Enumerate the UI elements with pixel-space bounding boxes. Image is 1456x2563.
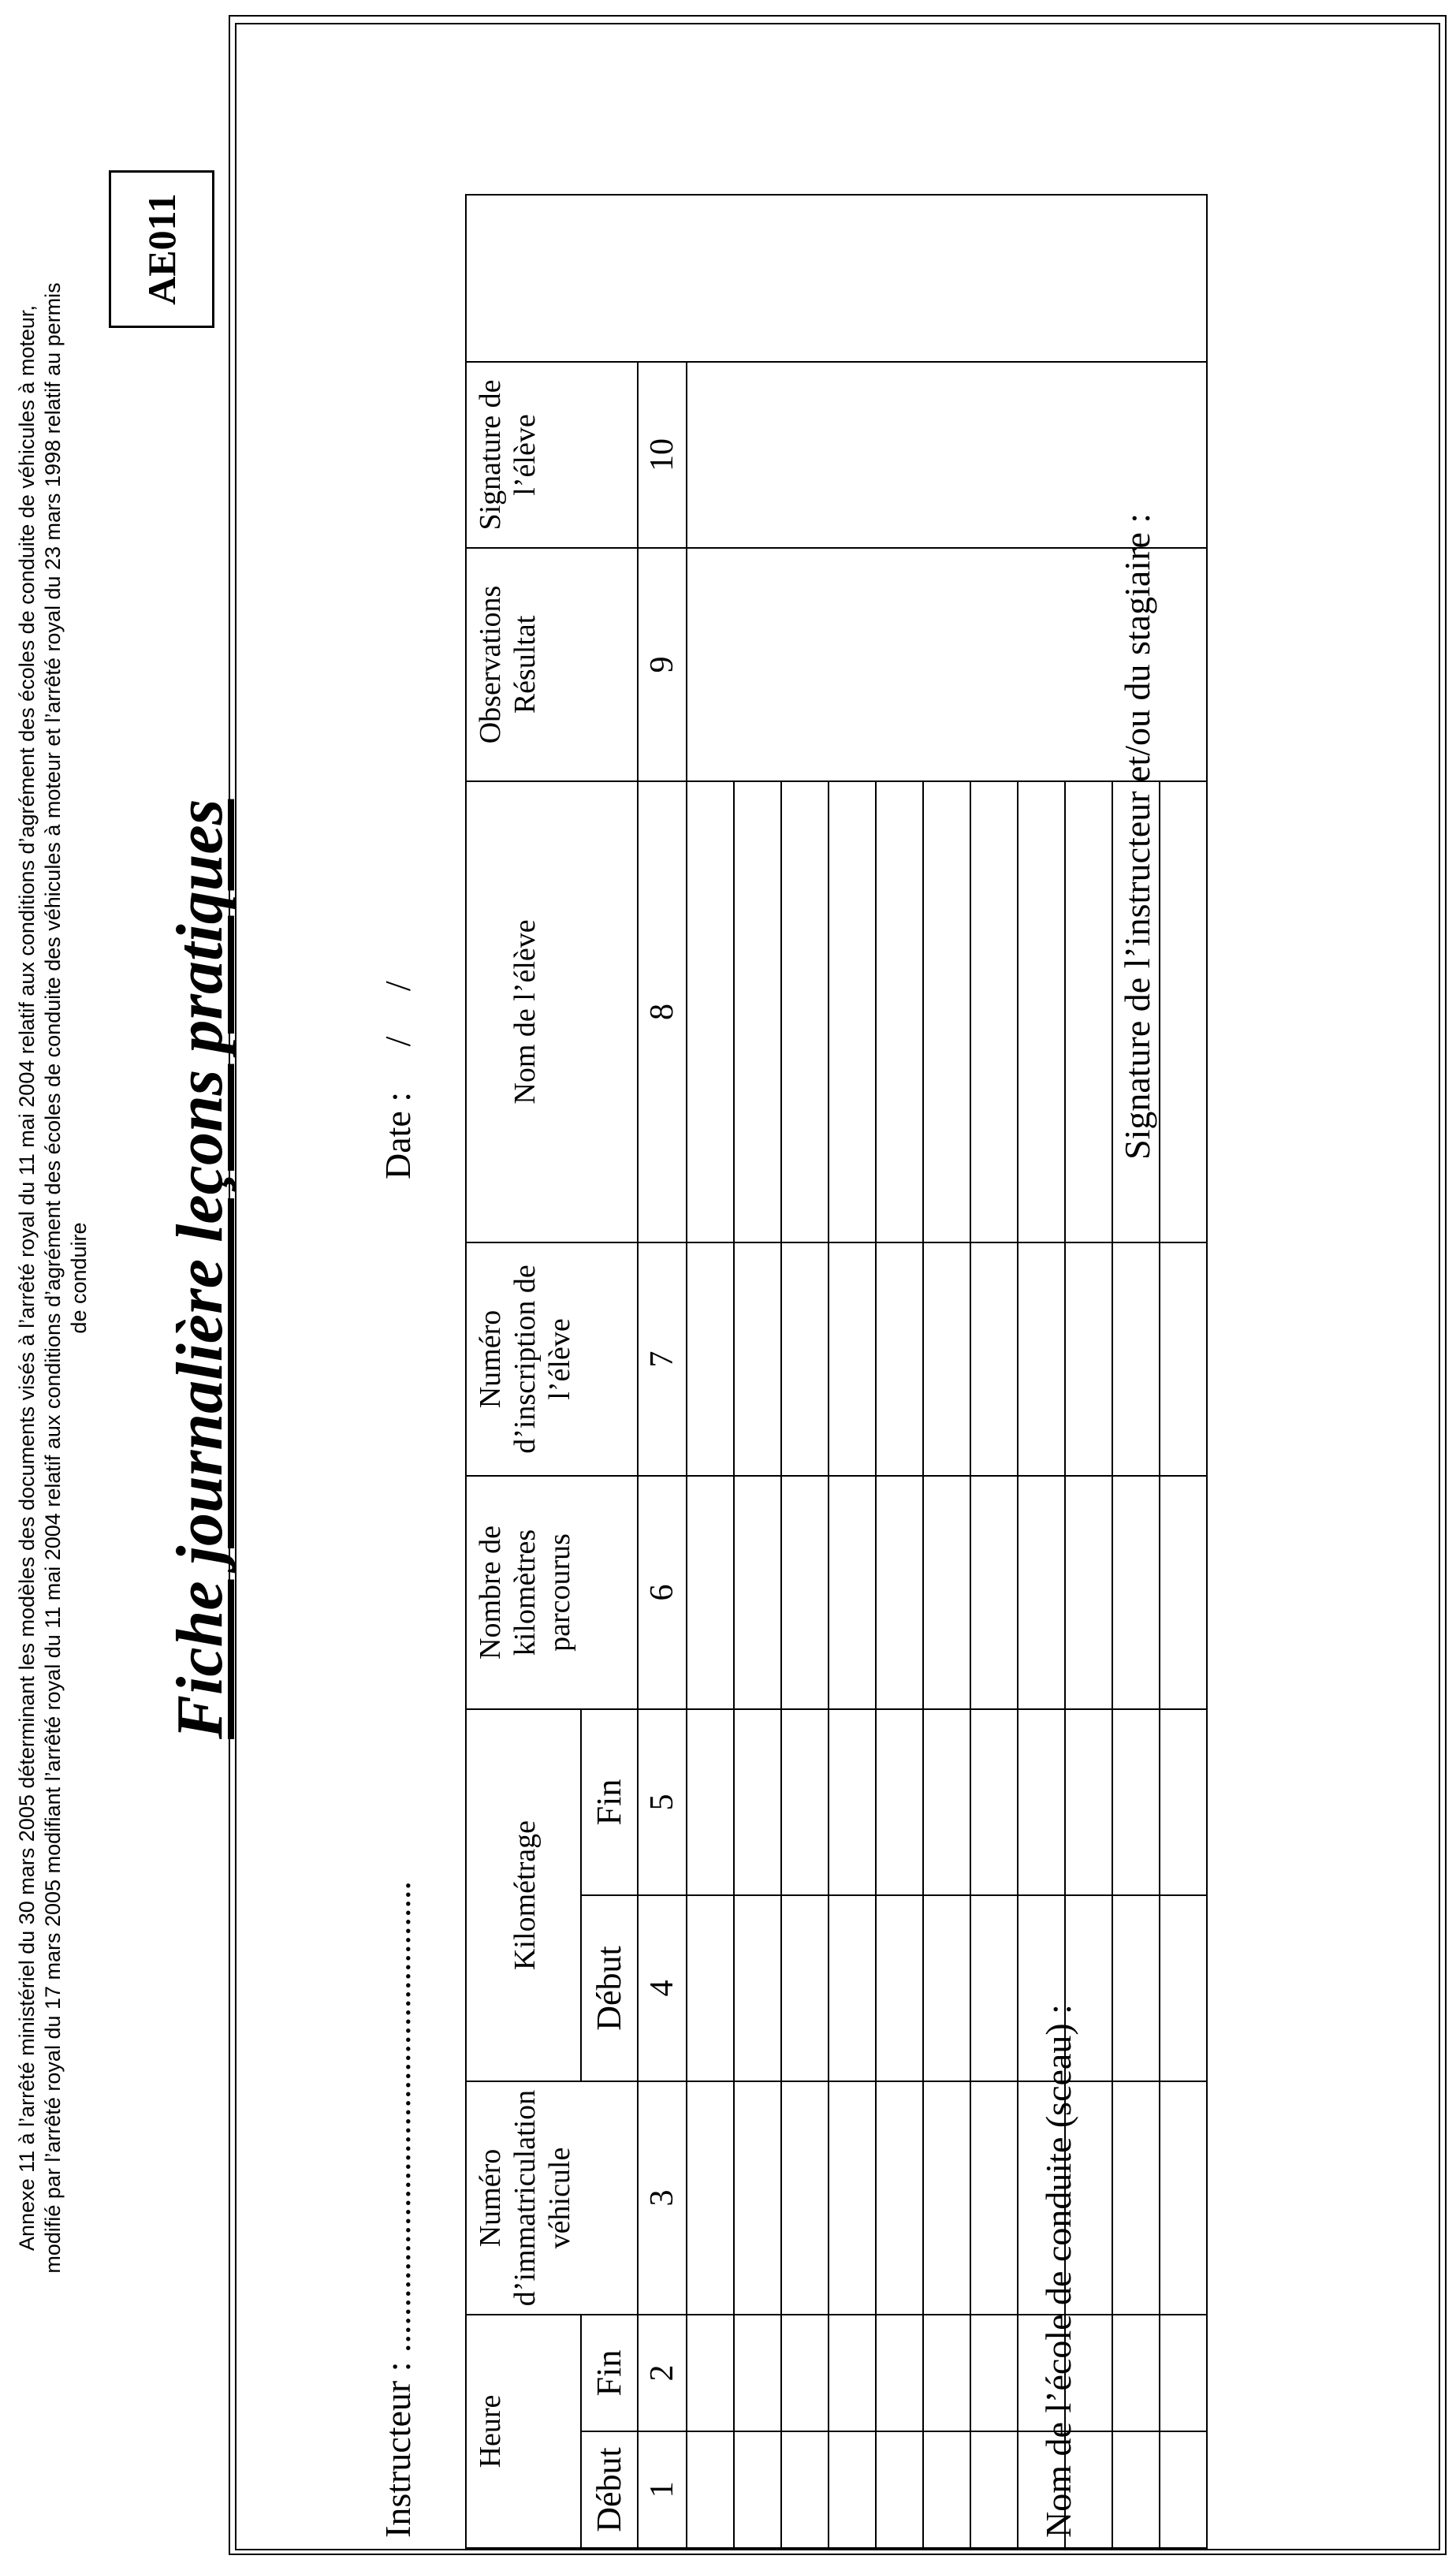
cell-heure-fin[interactable] [781,2315,829,2431]
cell-heure-debut[interactable] [970,2431,1018,2548]
cell-nom-eleve[interactable] [829,781,876,1242]
cell-heure-debut[interactable] [734,2431,781,2548]
cell-nom-eleve[interactable] [1160,781,1207,1242]
blank-right-area [466,195,1207,362]
cell-nom-eleve[interactable] [876,781,923,1242]
header-heure: Heure [466,2315,581,2548]
form-code-box: AE011 [109,170,214,328]
cell-km-fin[interactable] [781,1709,829,1895]
col-number-1: 1 [638,2431,687,2548]
cell-heure-fin[interactable] [876,2315,923,2431]
cell-heure-debut[interactable] [781,2431,829,2548]
cell-heure-fin[interactable] [1160,2315,1207,2431]
cell-heure-debut[interactable] [876,2431,923,2548]
cell-km-fin[interactable] [734,1709,781,1895]
cell-nom-eleve[interactable] [970,781,1018,1242]
cell-inscription[interactable] [1065,1242,1112,1476]
cell-nom-eleve[interactable] [781,781,829,1242]
cell-immatriculation[interactable] [1160,2081,1207,2315]
cell-km-parcourus[interactable] [734,1476,781,1709]
cell-km-debut[interactable] [923,1895,970,2081]
table-row [687,195,734,2548]
form-title: Fiche journalière leçons pratiques [163,799,236,1739]
col-number-6: 6 [638,1476,687,1709]
cell-km-parcourus[interactable] [1112,1476,1160,1709]
cell-km-fin[interactable] [1160,1709,1207,1895]
header-km-parcourus: Nombre de kilomètres parcourus [466,1476,638,1709]
cell-km-fin[interactable] [1018,1709,1065,1895]
cell-heure-fin[interactable] [923,2315,970,2431]
cell-heure-debut[interactable] [923,2431,970,2548]
cell-immatriculation[interactable] [970,2081,1018,2315]
col-number-5: 5 [638,1709,687,1895]
col-number-4: 4 [638,1895,687,2081]
cell-km-parcourus[interactable] [1065,1476,1112,1709]
header-observations: Observations Résultat [466,548,638,781]
cell-km-debut[interactable] [1160,1895,1207,2081]
cell-inscription[interactable] [923,1242,970,1476]
cell-heure-fin[interactable] [687,2315,734,2431]
cell-km-fin[interactable] [829,1709,876,1895]
school-name-label: Nom de l’école de conduite (sceau) : [1038,2004,1078,2538]
header-heure-fin: Fin [581,2315,638,2431]
cell-nom-eleve[interactable] [923,781,970,1242]
cell-inscription[interactable] [1112,1242,1160,1476]
cell-km-debut[interactable] [781,1895,829,2081]
cell-heure-debut[interactable] [1160,2431,1207,2548]
header-km-fin: Fin [581,1709,638,1895]
cell-km-debut[interactable] [829,1895,876,2081]
cell-inscription[interactable] [781,1242,829,1476]
cell-immatriculation[interactable] [1112,2081,1160,2315]
col-number-8: 8 [638,781,687,1242]
cell-nom-eleve[interactable] [1018,781,1065,1242]
cell-inscription[interactable] [1160,1242,1207,1476]
cell-inscription[interactable] [687,1242,734,1476]
cell-km-debut[interactable] [1112,1895,1160,2081]
col-number-9: 9 [638,548,687,781]
cell-km-parcourus[interactable] [1160,1476,1207,1709]
cell-immatriculation[interactable] [781,2081,829,2315]
header-nom-eleve: Nom de l’élève [466,781,638,1242]
header-immatriculation: Numéro d’immatriculation véhicule [466,2081,638,2315]
cell-km-parcourus[interactable] [970,1476,1018,1709]
cell-immatriculation[interactable] [923,2081,970,2315]
cell-km-fin[interactable] [876,1709,923,1895]
cell-inscription[interactable] [970,1242,1018,1476]
date-field[interactable]: Date : / / [378,981,418,1179]
cell-heure-debut[interactable] [829,2431,876,2548]
cell-km-fin[interactable] [687,1709,734,1895]
cell-km-fin[interactable] [970,1709,1018,1895]
col-number-10: 10 [638,362,687,548]
cell-km-parcourus[interactable] [829,1476,876,1709]
cell-km-parcourus[interactable] [687,1476,734,1709]
header-inscription: Numéro d’inscription de l’élève [466,1242,638,1476]
cell-km-fin[interactable] [923,1709,970,1895]
cell-heure-fin[interactable] [734,2315,781,2431]
cell-heure-debut[interactable] [687,2431,734,2548]
header-signature-eleve: Signature de l’élève [466,362,638,548]
cell-km-parcourus[interactable] [923,1476,970,1709]
cell-nom-eleve[interactable] [1065,781,1112,1242]
signature-instructor-label: Signature de l’instructeur et/ou du stagiaire : [1117,512,1157,1160]
cell-km-parcourus[interactable] [876,1476,923,1709]
cell-immatriculation[interactable] [687,2081,734,2315]
cell-heure-fin[interactable] [829,2315,876,2431]
cell-km-fin[interactable] [1112,1709,1160,1895]
cell-heure-debut[interactable] [1112,2431,1160,2548]
cell-immatriculation[interactable] [876,2081,923,2315]
header-kilometrage: Kilométrage [466,1709,581,2081]
col-number-7: 7 [638,1242,687,1476]
cell-immatriculation[interactable] [734,2081,781,2315]
header-km-debut: Début [581,1895,638,2081]
instructor-field[interactable]: Instructeur : .................................................... [378,1880,418,2538]
cell-inscription[interactable] [1018,1242,1065,1476]
header-heure-debut: Début [581,2431,638,2548]
cell-km-fin[interactable] [1065,1709,1112,1895]
cell-km-debut[interactable] [687,1895,734,2081]
lessons-table [465,194,1208,2549]
cell-heure-fin[interactable] [1112,2315,1160,2431]
cell-km-parcourus[interactable] [1018,1476,1065,1709]
cell-immatriculation[interactable] [829,2081,876,2315]
header-row-main [466,195,581,2548]
cell-inscription[interactable] [734,1242,781,1476]
cell-km-debut[interactable] [734,1895,781,2081]
cell-inscription[interactable] [876,1242,923,1476]
column-number-row [638,195,687,2548]
col-number-2: 2 [638,2315,687,2431]
cell-inscription[interactable] [829,1242,876,1476]
cell-km-debut[interactable] [876,1895,923,2081]
col-number-3: 3 [638,2081,687,2315]
cell-nom-eleve[interactable] [734,781,781,1242]
cell-heure-fin[interactable] [970,2315,1018,2431]
cell-km-parcourus[interactable] [781,1476,829,1709]
annex-reference-text: Annexe 11 à l’arrêté ministériel du 30 mars 2005 déterminant les modèles des documents visés à l’arrêté royal du 11 mai 2004 relatif aux conditions d’agrément des écoles de conduite de véhicules à moteur, modifié par l’arrêté royal du 17 mars 2005 modifiant l’arrêté royal du 11 mai 2004 relatif aux conditions d’agrément des écoles de conduite des véhicules à moteur et l’arrêté royal du 23 mars 1998 relatif au permis de conduire [15,282,91,2274]
cell-km-debut[interactable] [970,1895,1018,2081]
cell-nom-eleve[interactable] [687,781,734,1242]
